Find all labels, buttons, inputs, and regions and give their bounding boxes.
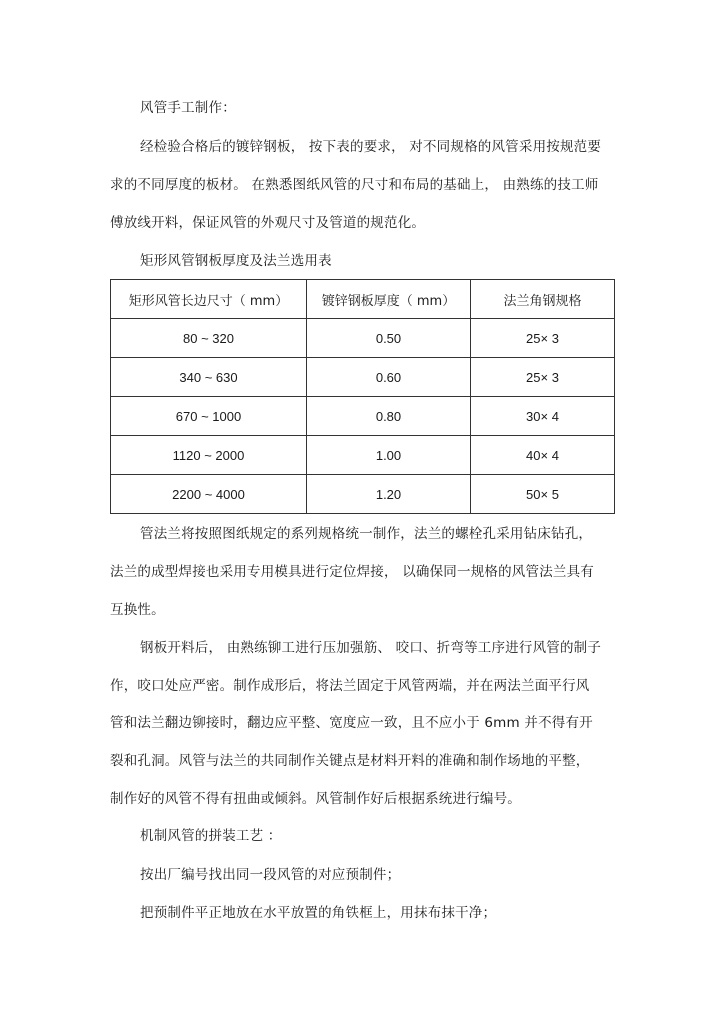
paragraph-line: 制作好的风管不得有扭曲或倾斜。风管制作好后根据系统进行编号。	[110, 791, 521, 807]
paragraph-line: 钢板开料后， 由熟练铆工进行压加强筋、 咬口、折弯等工序进行风管的制子	[140, 640, 602, 656]
table-header-row	[111, 280, 615, 319]
table-cell: 30× 4	[471, 397, 615, 436]
table-cell: 0.80	[307, 397, 471, 436]
table-cell: 25× 3	[471, 319, 615, 358]
paragraph-line: 管和法兰翻边铆接时，翻边应平整、宽度应一致，且不应小于 6mm 并不得有开	[110, 715, 593, 731]
table-cell: 0.60	[307, 358, 471, 397]
table-row	[111, 436, 615, 475]
section-heading-manual-fabrication: 风管手工制作：	[140, 100, 236, 116]
table-cell: 670 ~ 1000	[111, 397, 307, 436]
table-header-cell: 法兰角钢规格	[471, 280, 615, 319]
table-cell: 40× 4	[471, 436, 615, 475]
paragraph-line: 按出厂编号找出同一段风管的对应预制件；	[140, 867, 401, 883]
table-cell: 2200 ~ 4000	[111, 475, 307, 514]
table-cell: 340 ~ 630	[111, 358, 307, 397]
table-header-cell: 矩形风管长边尺寸（ mm）	[111, 280, 307, 319]
table-caption: 矩形风管钢板厚度及法兰选用表	[140, 253, 332, 269]
table-cell: 1120 ~ 2000	[111, 436, 307, 475]
table-cell: 25× 3	[471, 358, 615, 397]
paragraph-line: 法兰的成型焊接也采用专用模具进行定位焊接， 以确保同一规格的风管法兰具有	[110, 564, 594, 580]
paragraph-line: 求的不同厚度的板材。 在熟悉图纸风管的尺寸和布局的基础上， 由熟练的技工师	[110, 177, 599, 193]
paragraph-line: 作，咬口处应严密。制作成形后，将法兰固定于风管两端，并在两法兰面平行风	[110, 678, 590, 694]
table-row	[111, 475, 615, 514]
paragraph-line: 把预制件平正地放在水平放置的角铁框上，用抹布抹干净；	[140, 905, 497, 921]
table-row	[111, 397, 615, 436]
paragraph-line: 管法兰将按照图纸规定的系列规格统一制作，法兰的螺栓孔采用钻床钻孔，	[140, 526, 593, 542]
table-row	[111, 358, 615, 397]
table-row	[111, 319, 615, 358]
table-cell: 1.20	[307, 475, 471, 514]
paragraph-line: 互换性。	[110, 602, 165, 618]
table-header-cell: 镀锌钢板厚度（ mm）	[307, 280, 471, 319]
paragraph-line: 裂和孔洞。风管与法兰的共同制作关键点是材料开料的准确和制作场地的平整，	[110, 753, 590, 769]
section-heading-machine-assembly: 机制风管的拼装工艺 ：	[140, 828, 282, 844]
paragraph-line: 傅放线开料，保证风管的外观尺寸及管道的规范化。	[110, 215, 426, 231]
table-cell: 0.50	[307, 319, 471, 358]
table-cell: 1.00	[307, 436, 471, 475]
table-cell: 80 ~ 320	[111, 319, 307, 358]
thickness-flange-table	[110, 279, 615, 514]
table-cell: 50× 5	[471, 475, 615, 514]
paragraph-line: 经检验合格后的镀锌钢板， 按下表的要求， 对不同规格的风管采用按规范要	[140, 139, 602, 155]
